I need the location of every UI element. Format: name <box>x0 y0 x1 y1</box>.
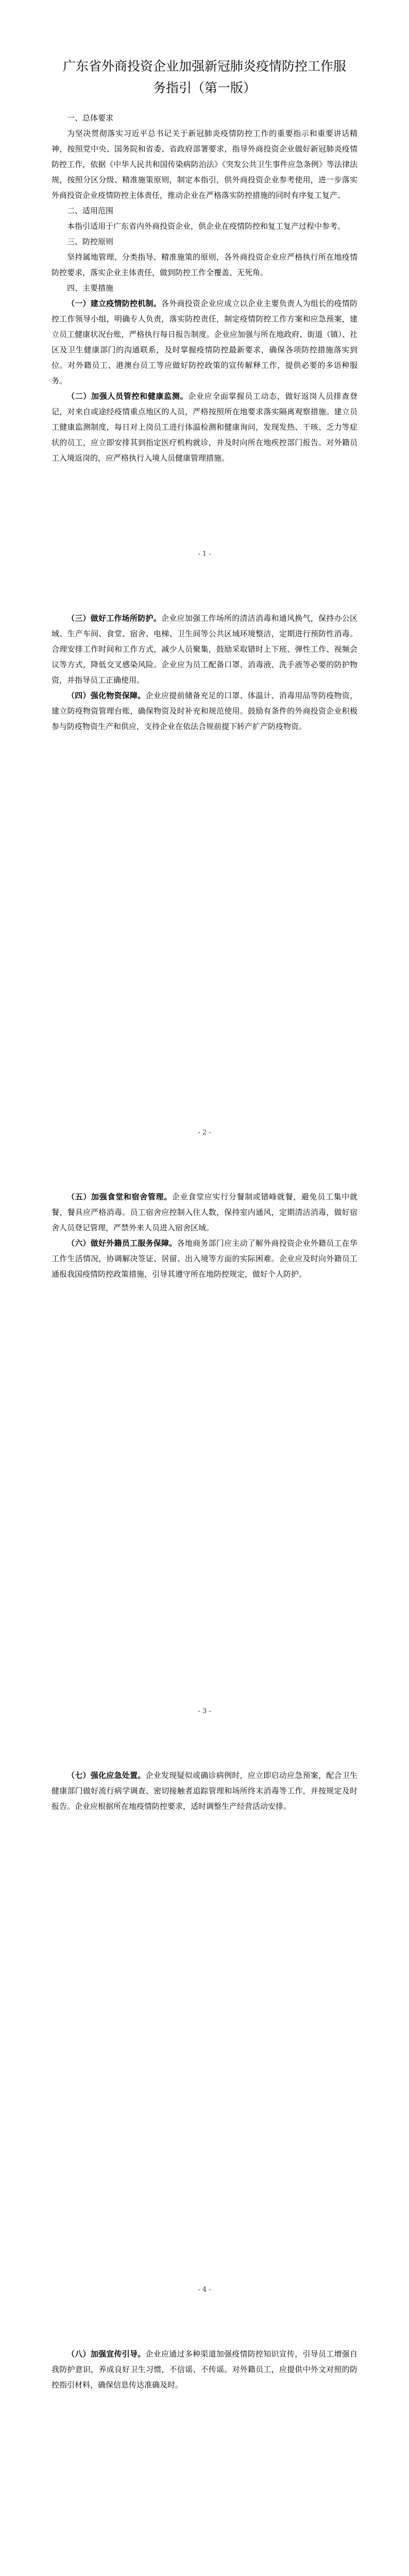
measure-6-body: 各地商务部门应主动了解外商投资企业外籍员工在华工作生活情况，协调解决签证、居留、出入境等方面的实际困难。企业应及时向外籍员工通报我国疫情防控政策措施，引导其遵守所在地防控规定，做好个人防护。 <box>52 1239 357 1279</box>
overview-paragraph: 为坚决贯彻落实习近平总书记关于新冠肺炎疫情防控工作的重要指示和重要讲话精神，按照党中央、国务院和省委、省政府部署要求，指导外商投资企业做好新冠肺炎疫情防控工作，依据《中华人民共和国传染病防治法》《突发公共卫生事件应急条例》等法律法规，按照分区分级、精准施策原则，制定本指引，供外商投资企业参考使用，进一步落实外商投资企业疫情防控主体责任，推动企业在严格落实防控措施的同时有序复工复产。 <box>52 129 357 200</box>
measure-1-body: 各外商投资企业应成立以企业主要负责人为组长的疫情防控工作领导小组，明确专人负责，落实防控责任，制定疫情防控工作方案和应急预案，建立员工健康状况台账，严格执行每日报告制度。企业应加强与所在地政府、街道（镇）、社区及卫生健康部门的沟通联系，及时掌握疫情防控最新要求，确保各项防控措施落实到位。对外籍员工、港澳台员工等应做好防控政策的宣传解释工作，提供必要的多语种服务。 <box>52 299 357 385</box>
measure-1-title: （一）建立疫情防控机制。 <box>67 299 161 308</box>
measure-7-body: 企业发现疑似或确诊病例时，应立即启动应急预案，配合卫生健康部门做好流行病学调查、密切接触者追踪管理和场所终末消毒等工作，并按规定及时报告。企业应根据所在地疫情防控要求，适时调整生产经营活动安排。 <box>52 1771 357 1811</box>
measure-8-body: 企业应通过多种渠道加强疫情防控知识宣传，引导员工增强自我防护意识，养成良好卫生习惯，不信谣、不传谣。对外籍员工，应提供中外文对照的防控指引材料，确保信息传达准确及时。 <box>52 2349 357 2389</box>
measure-1-paragraph <box>52 296 357 388</box>
page-number: - 4 - <box>198 2286 211 2294</box>
measure-2-paragraph <box>52 388 357 466</box>
measure-8-title: （八）加强宣传引导。 <box>67 2349 146 2359</box>
measure-4-paragraph <box>52 688 357 734</box>
measure-3-body: 企业应加强工作场所的清洁消毒和通风换气，保持办公区域、生产车间、食堂、宿舍、电梯、卫生间等公共区域环境整洁，定期进行预防性消毒。合理安排工作时间和工作方式，减少人员聚集，鼓励采取错时上下班、弹性工作、视频会议等方式，降低交叉感染风险。企业应为员工配备口罩、消毒液、洗手液等必要的防护物资，并指导员工正确使用。 <box>52 614 357 685</box>
measure-4-body: 企业应提前储备充足的口罩、体温计、消毒用品等防疫物资，建立防疫物资管理台账，确保物资及时补充和规范使用。鼓励有条件的外商投资企业积极参与防疫物资生产和供应，支持企业在依法合规前提下转产扩产防疫物资。 <box>52 691 357 731</box>
page-number: - 3 - <box>198 1707 211 1715</box>
measure-4-title: （四）强化物资保障。 <box>67 691 146 700</box>
document-page-5 <box>0 2314 409 2576</box>
document-page-3 <box>0 1157 409 1736</box>
scope-paragraph: 本指引适用于广东省内外商投资企业，供企业在疫情防控和复工复产过程中参考。 <box>67 222 346 231</box>
section-heading-principles: 三、防控原则 <box>67 237 114 246</box>
measure-5-title: （五）加强食堂和宿舍管理。 <box>67 1192 172 1201</box>
document-title: 广东省外商投资企业加强新冠肺炎疫情防控工作服务指引（第一版） <box>62 59 346 95</box>
measure-5-paragraph <box>52 1189 357 1235</box>
page-number: - 1 - <box>198 550 211 558</box>
measure-7-paragraph <box>52 1768 357 1814</box>
measure-6-paragraph <box>52 1235 357 1282</box>
measure-2-body: 企业应全面掌握员工动态，做好返岗人员排查登记，对来自或途经疫情重点地区的人员，严格按照所在地要求落实隔离观察措施。建立员工健康监测制度，每日对上岗员工进行体温检测和健康询问，发现发热、干咳、乏力等症状的员工，应立即安排其到指定医疗机构就诊，并及时向所在地疾控部门报告。对外籍员工入境返岗的，应严格执行入境人员健康管理措施。 <box>52 392 357 463</box>
principles-paragraph: 坚持属地管理、分类指导、精准施策的原则，各外商投资企业应严格执行所在地疫情防控要求，落实企业主体责任，做到防控工作全覆盖、无死角。 <box>52 252 357 277</box>
document-page-2 <box>0 579 409 1157</box>
section-heading-scope: 二、适用范围 <box>67 206 114 215</box>
section-heading-measures: 四、主要措施 <box>67 283 114 293</box>
document-page-1 <box>0 0 409 579</box>
measure-3-title: （三）做好工作场所防护。 <box>67 614 161 623</box>
measure-7-title: （七）强化应急处置。 <box>67 1771 146 1780</box>
measure-2-title: （二）加强人员管控和健康监测。 <box>67 392 189 401</box>
measure-8-paragraph <box>52 2346 357 2393</box>
page-number: - 2 - <box>198 1129 211 1137</box>
section-heading-overview: 一、总体要求 <box>67 113 114 123</box>
measure-5-body: 企业食堂应实行分餐制或错峰就餐，避免员工集中就餐，餐具应严格消毒。员工宿舍应控制入住人数，保持室内通风，定期清洁消毒，做好宿舍人员登记管理，严禁外来人员进入宿舍区域。 <box>52 1192 357 1232</box>
measure-6-title: （六）做好外籍员工服务保障。 <box>67 1239 177 1248</box>
measure-3-paragraph <box>52 611 357 688</box>
document-page-4 <box>0 1736 409 2314</box>
